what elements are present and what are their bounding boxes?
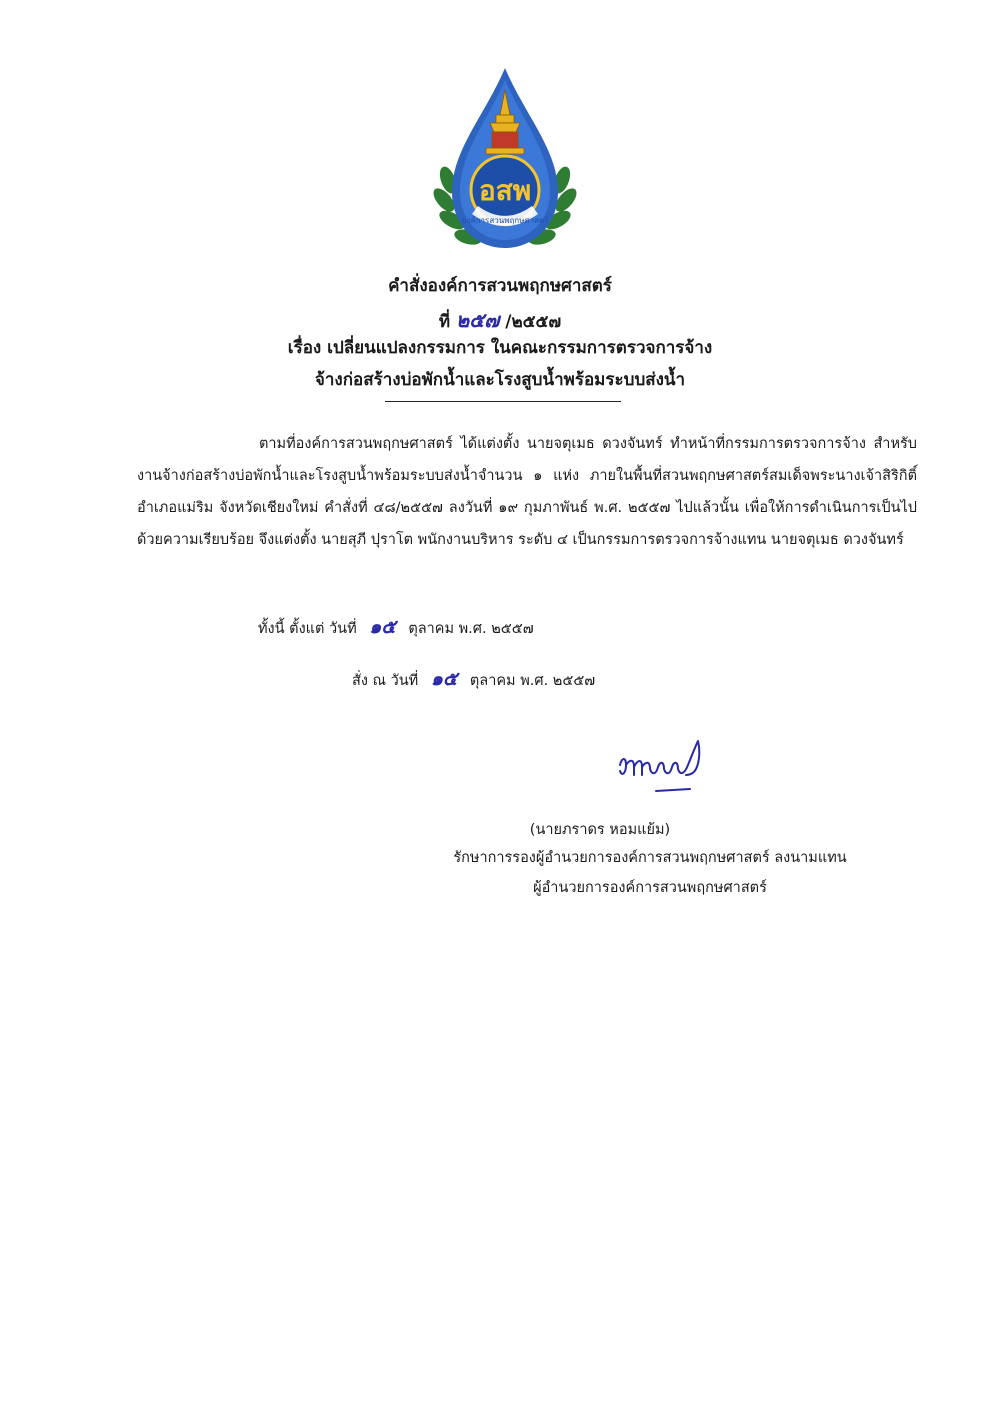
effective-prefix: ทั้งนี้ ตั้งแต่ วันที่ xyxy=(258,621,357,637)
effective-date-line xyxy=(258,612,534,642)
paragraph-text: ตามที่องค์การสวนพฤกษศาสตร์ ได้แต่งตั้ง นายจตุเมธ ดวงจันทร์ ทำหน้าที่กรรมการตรวจการจ้าง สำหรับงานจ้างก่อสร้างบ่อพักน้ำและโรงสูบน้ำพร้อมระบบส่งน้ำจำนวน ๑ แห่ง ภายในพื้นที่สวนพฤกษศาสตร์สมเด็จพระนางเจ้าสิริกิติ์ อำเภอแม่ริม จังหวัดเชียงใหม่ คำสั่งที่ ๔๘/๒๕๕๗ ลงวันที่ ๑๙ กุมภาพันธ์ พ.ศ. ๒๕๕๗ ไปแล้วนั้น เพื่อให้การดำเนินการเป็นไปด้วยความเรียบร้อย จึงแต่งตั้ง นายสุภี ปุราโต พนักงานบริหาร ระดับ ๔ เป็นกรรมการตรวจการจ้างแทน นายจตุเมธ ดวงจันทร์ xyxy=(137,436,917,548)
svg-text:อสพ: อสพ xyxy=(478,174,532,207)
order-number-prefix: ที่ xyxy=(438,312,451,332)
ordered-prefix: สั่ง ณ วันที่ xyxy=(352,673,419,689)
order-body-paragraph xyxy=(137,428,917,556)
ordered-date-line xyxy=(352,664,595,694)
effective-day-handwritten: ๑๕ xyxy=(369,616,396,638)
heading-divider xyxy=(385,401,621,402)
effective-suffix: ตุลาคม พ.ศ. ๒๕๕๗ xyxy=(408,621,534,637)
order-number-handwritten: ๒๕๗ xyxy=(455,308,500,332)
order-subject-line1: เรื่อง เปลี่ยนแปลงกรรมการ ในคณะกรรมการตรวจการจ้าง xyxy=(287,338,713,358)
handwritten-signature-icon xyxy=(612,735,712,797)
ordered-day-handwritten: ๑๕ xyxy=(430,668,458,690)
order-number xyxy=(0,304,1000,336)
ordered-suffix: ตุลาคม พ.ศ. ๒๕๕๗ xyxy=(469,673,596,689)
signer-position-line1: รักษาการรองผู้อำนวยการองค์การสวนพฤกษศาสตร์ ลงนามแทน xyxy=(453,850,847,866)
signer-name: (นายภราดร หอมแย้ม) xyxy=(529,822,671,838)
signer-position-line2: ผู้อำนวยการองค์การสวนพฤกษศาสตร์ xyxy=(533,880,767,896)
order-number-suffix: /๒๕๕๗ xyxy=(505,312,562,332)
organization-emblem-icon xyxy=(430,60,580,260)
order-subject-line2: จ้างก่อสร้างบ่อพักน้ำและโรงสูบน้ำพร้อมระบบส่งน้ำ xyxy=(314,370,686,390)
order-title: คำสั่งองค์การสวนพฤกษศาสตร์ xyxy=(388,276,612,296)
emblem-text: องค์การสวนพฤกษศาสตร์ xyxy=(461,216,549,225)
